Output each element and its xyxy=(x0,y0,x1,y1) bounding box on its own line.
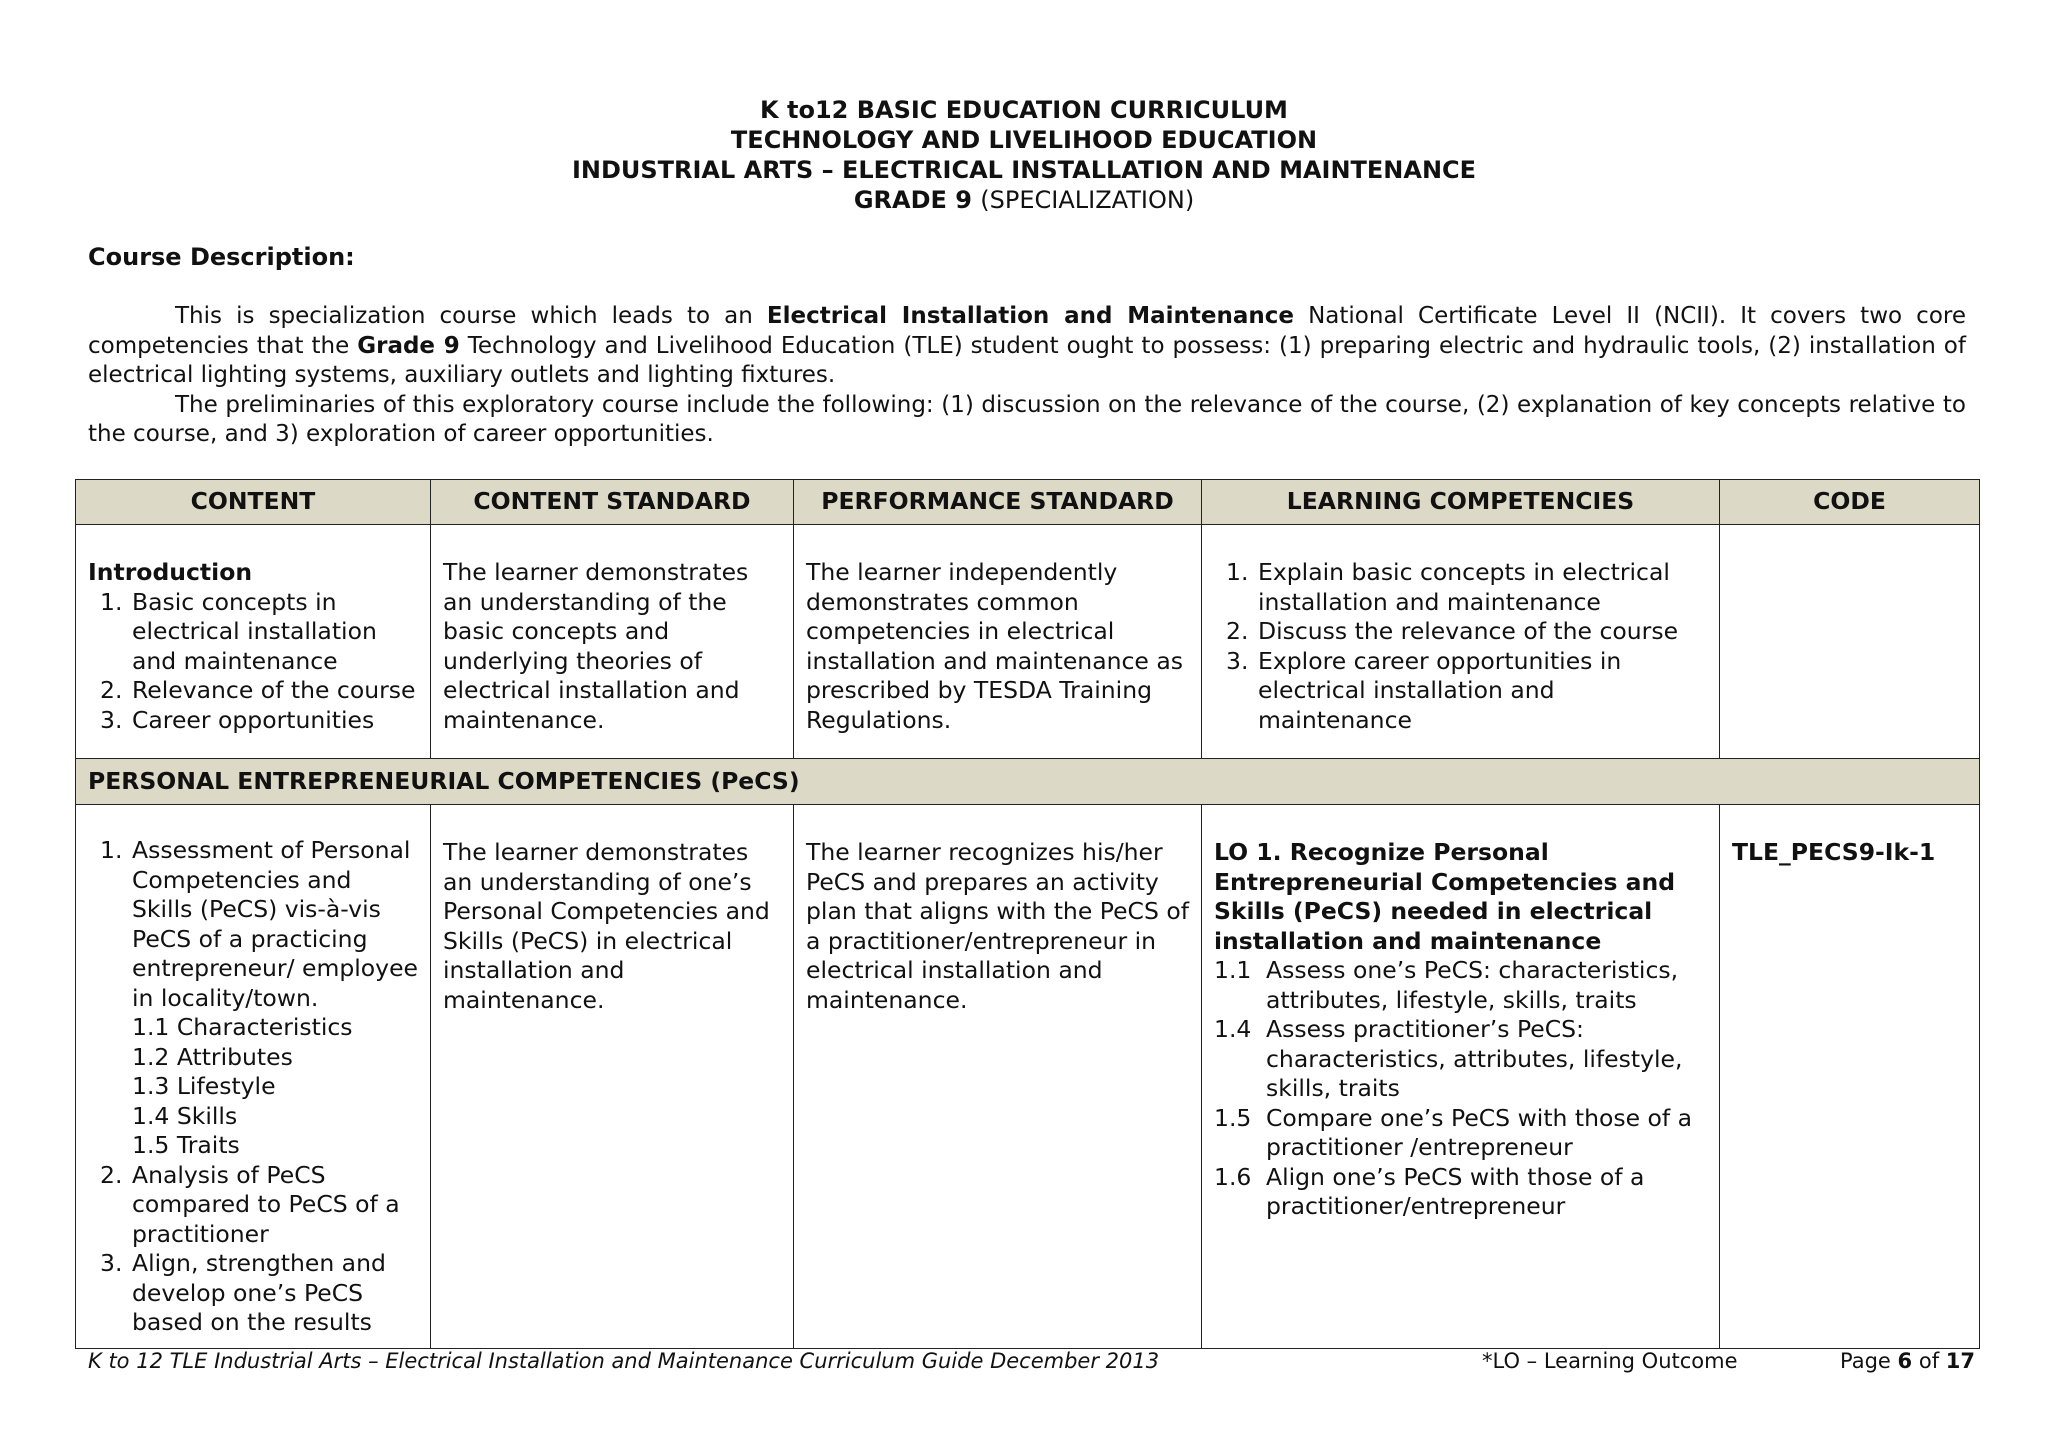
intro-content-list xyxy=(88,588,418,736)
lo-number: 1.1 xyxy=(1214,956,1252,984)
pecs-subitems xyxy=(132,1013,418,1161)
list-item: 2. Discuss the relevance of the course xyxy=(1226,617,1679,645)
list-item-text: Discuss the relevance of the course xyxy=(1258,617,1679,645)
list-item xyxy=(1214,956,1707,1015)
grade-note: (SPECIALIZATION) xyxy=(980,186,1195,214)
page-word: Page xyxy=(1840,1349,1891,1373)
subitem: 1.3 Lifestyle xyxy=(132,1072,276,1100)
desc-bold-grade: Grade 9 xyxy=(357,332,460,359)
list-item-text: Align, strengthen and develop one’s PeCS based on the results xyxy=(132,1249,386,1336)
section-row xyxy=(76,759,1980,805)
list-item-text: Relevance of the course xyxy=(132,676,416,704)
intro-content-cell xyxy=(76,525,431,759)
intro-title: Introduction xyxy=(88,558,253,586)
desc-text: This is specialization course which leads to an xyxy=(175,303,767,329)
list-item-text: Explore career opportunities in electrical installation and maintenance xyxy=(1258,646,1622,734)
list-item-text: Align one’s PeCS with those of a practitioner/entrepreneur xyxy=(1266,1162,1645,1220)
list-item xyxy=(1214,1015,1707,1104)
list-item-text: Assessment of Personal Competencies and Skills (PeCS) vis-à-vis PeCS of a practicing entrepreneur/ employee in locality/town. xyxy=(132,836,418,1012)
document-heading xyxy=(0,95,2048,215)
subitem: 1.4 Skills xyxy=(132,1101,238,1130)
list-item: 1. Assessment of Personal Competencies and Skills (PeCS) vis-à-vis PeCS of a practicing entrepreneur/ employee in locality/town. 1.1 Characteristics 1.2 Attributes 1.3 Lifestyle 1.4 Skills 1.5 Traits xyxy=(100,836,418,1159)
list-item xyxy=(1214,1104,1707,1163)
footer-lo-note: *LO – Learning Outcome xyxy=(1482,1349,1738,1373)
list-item: 3. Align, strengthen and develop one’s PeCS based on the results xyxy=(100,1249,386,1336)
header-code: CODE xyxy=(1720,480,1980,525)
heading-grade xyxy=(0,185,2048,215)
lo-title: LO 1. Recognize Personal Entrepreneurial Competencies and Skills (PeCS) needed in electrical installation and maintenance xyxy=(1214,838,1676,955)
list-item-text: Compare one’s PeCS with those of a practitioner /entrepreneur xyxy=(1266,1103,1693,1161)
pecs-code-cell: TLE_PECS9-Ik-1 xyxy=(1720,805,1980,1349)
list-item: 3. Explore career opportunities in electrical installation and maintenance xyxy=(1226,646,1622,734)
list-item: 1. Explain basic concepts in electrical installation and maintenance xyxy=(1226,558,1670,616)
header-learning-competencies: LEARNING COMPETENCIES xyxy=(1202,480,1720,525)
desc-bold-course: Electrical Installation and Maintenance xyxy=(766,303,1294,329)
subitem: 1.2 Attributes xyxy=(132,1042,293,1071)
subitem: 1.5 Traits xyxy=(132,1131,240,1159)
pecs-content-standard-cell: The learner demonstrates an understanding of one’s Personal Competencies and Skills (PeCS) in electrical installation and maintenance. xyxy=(431,805,794,1349)
pecs-performance-standard-cell: The learner recognizes his/her PeCS and prepares an activity plan that aligns with the PeCS of a practitioner/entrepreneur in electrical installation and maintenance. xyxy=(794,805,1202,1349)
list-item: 1. Basic concepts in electrical installation and maintenance xyxy=(100,587,377,675)
list-item xyxy=(1214,1163,1707,1222)
pecs-content-list xyxy=(88,836,418,1338)
section-title: PERSONAL ENTREPRENEURIAL COMPETENCIES (PeCS) xyxy=(76,759,1980,805)
header-content: CONTENT xyxy=(76,480,431,525)
list-item-text: Assess one’s PeCS: characteristics, attributes, lifestyle, skills, traits xyxy=(1266,956,1679,1014)
description-paragraph-1 xyxy=(88,302,1966,391)
list-item-text: Career opportunities xyxy=(132,705,375,734)
grade-label: GRADE 9 xyxy=(853,186,972,214)
lo-number: 1.4 xyxy=(1214,1015,1252,1043)
table-row xyxy=(76,525,1980,759)
header-performance-standard: PERFORMANCE STANDARD xyxy=(794,480,1202,525)
list-item: 2. Analysis of PeCS compared to PeCS of a practitioner xyxy=(100,1160,400,1248)
table-row xyxy=(76,805,1980,1349)
intro-code-cell xyxy=(1720,525,1980,759)
lo-list xyxy=(1214,956,1707,1222)
list-item-text: Assess practitioner’s PeCS: characteristics, attributes, lifestyle, skills, traits xyxy=(1266,1015,1683,1102)
intro-competencies-list xyxy=(1214,558,1707,735)
footer-guide-title: K to 12 TLE Industrial Arts – Electrical Installation and Maintenance Curriculum Guide December 2013 xyxy=(88,1349,1160,1373)
subitem: 1.1 Characteristics xyxy=(132,1013,353,1041)
curriculum-table xyxy=(75,479,1980,1349)
intro-content-standard-cell: The learner demonstrates an understanding of the basic concepts and underlying theories of electrical installation and maintenance. xyxy=(431,525,794,759)
lo-number: 1.5 xyxy=(1214,1103,1252,1132)
heading-line-1: K to12 BASIC EDUCATION CURRICULUM xyxy=(760,96,1288,124)
list-item: 3. Career opportunities xyxy=(100,705,375,734)
list-item-text: Basic concepts in electrical installation and maintenance xyxy=(132,587,377,675)
header-content-standard: CONTENT STANDARD xyxy=(431,480,794,525)
page-total: 17 xyxy=(1945,1349,1976,1373)
description-paragraph-2: The preliminaries of this exploratory course include the following: (1) discussion on the relevance of the course, (2) explanation of key concepts relative to the course, and 3) exploration of career opportunities. xyxy=(88,391,1966,447)
desc-text: National Certificate Level II (NCII). It covers two core competencies that the xyxy=(88,303,1966,359)
intro-competencies-cell xyxy=(1202,525,1720,759)
page-of: of xyxy=(1918,1349,1940,1373)
list-item: 2. Relevance of the course xyxy=(100,676,416,704)
desc-text: Technology and Livelihood Education (TLE) student ought to possess: (1) preparing electric and hydraulic tools, (2) installation of electrical lighting systems, auxiliary outlets and lighting fixtures. xyxy=(88,332,1966,388)
lo-number: 1.6 xyxy=(1214,1162,1252,1191)
course-description xyxy=(88,302,1966,450)
intro-performance-standard-cell: The learner independently demonstrates common competencies in electrical installation and maintenance as prescribed by TESDA Training Regulations. xyxy=(794,525,1202,759)
list-item-text: Analysis of PeCS compared to PeCS of a practitioner xyxy=(132,1160,400,1248)
footer-page-number xyxy=(1840,1349,1975,1373)
pecs-content-cell xyxy=(76,805,431,1349)
table-header-row xyxy=(76,480,1980,525)
list-item-text: Explain basic concepts in electrical installation and maintenance xyxy=(1258,558,1670,616)
pecs-competencies-cell xyxy=(1202,805,1720,1349)
course-description-label: Course Description: xyxy=(88,243,355,271)
page-current: 6 xyxy=(1897,1349,1913,1373)
heading-line-3: INDUSTRIAL ARTS – ELECTRICAL INSTALLATION AND MAINTENANCE xyxy=(571,156,1477,184)
heading-line-2: TECHNOLOGY AND LIVELIHOOD EDUCATION xyxy=(730,126,1318,154)
